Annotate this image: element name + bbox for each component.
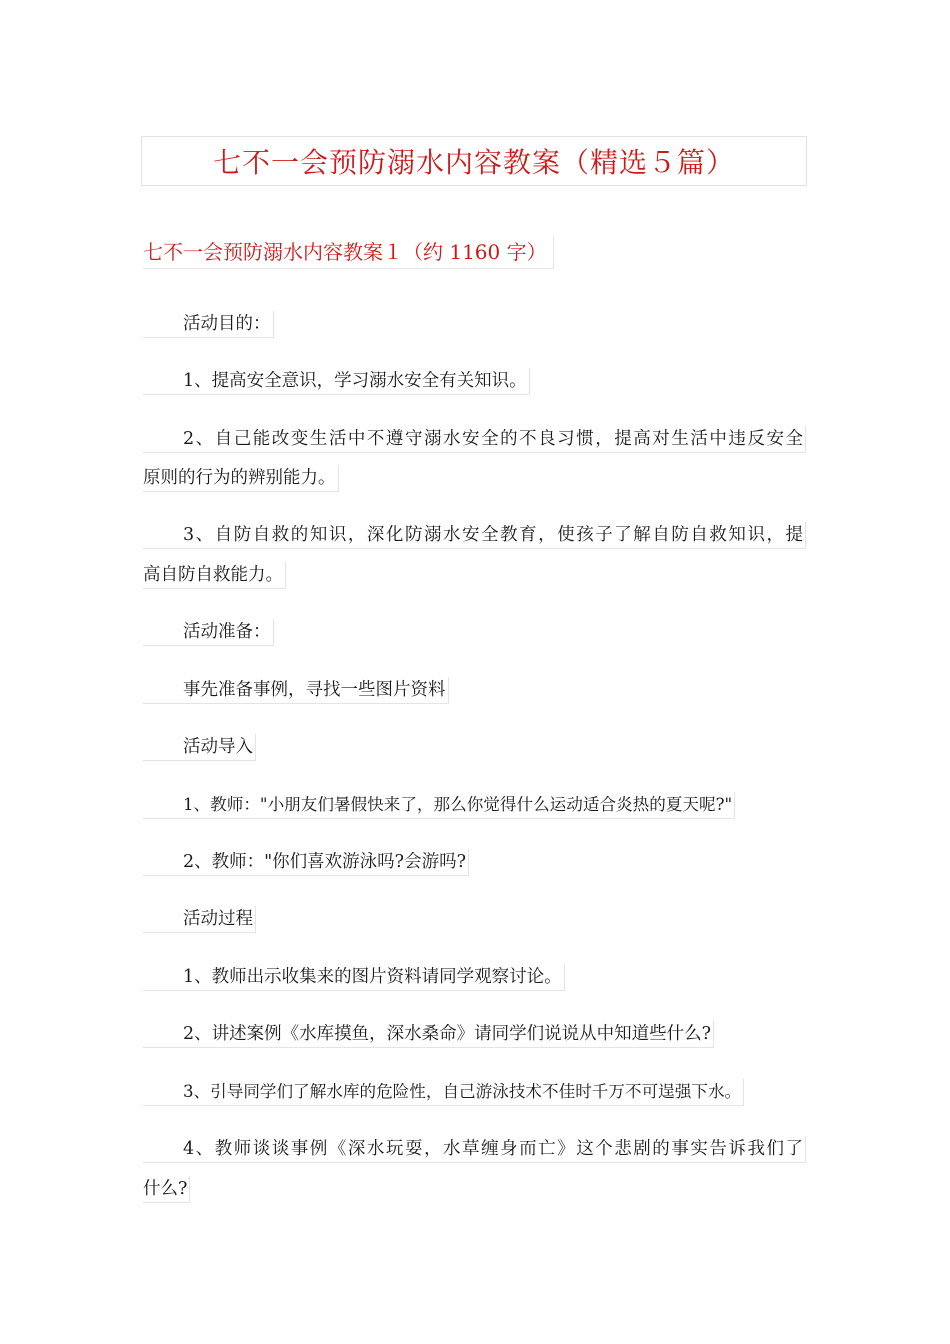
document-title: 七不一会预防溺水内容教案（精选５篇） bbox=[212, 146, 735, 179]
paragraph-line: 2、讲述案例《水库摸鱼，深水桑命》请同学们说说从中知道些什么? bbox=[143, 1021, 714, 1048]
paragraph-line: 高自防自救能力。 bbox=[143, 562, 286, 589]
section-heading: 七不一会预防溺水内容教案１（约 1160 字） bbox=[143, 236, 554, 269]
paragraph-line: 3、引导同学们了解水库的危险性，自己游泳技术不佳时千万不可逞强下水。 bbox=[143, 1079, 744, 1106]
paragraph-line: 活动导入 bbox=[143, 734, 256, 761]
title-box bbox=[141, 136, 807, 186]
paragraph-line: 3、自防自救的知识，深化防溺水安全教育，使孩子了解自防自救知识，提 bbox=[143, 522, 806, 549]
paragraph-line: 1、教师："小朋友们暑假快来了，那么你觉得什么运动适合炎热的夏天呢?" bbox=[143, 792, 735, 819]
paragraph-line: 2、教师："你们喜欢游泳吗?会游吗? bbox=[143, 849, 469, 876]
paragraph-line: 1、教师出示收集来的图片资料请同学观察讨论。 bbox=[143, 964, 565, 991]
paragraph-line: 1、提高安全意识，学习溺水安全有关知识。 bbox=[143, 368, 530, 395]
paragraph-line: 活动准备： bbox=[143, 619, 274, 646]
paragraph-line: 活动目的： bbox=[143, 311, 274, 338]
paragraph-line: 2、自己能改变生活中不遵守溺水安全的不良习惯，提高对生活中违反安全 bbox=[143, 426, 806, 453]
paragraph-line: 什么? bbox=[143, 1176, 190, 1203]
paragraph-line: 事先准备事例，寻找一些图片资料 bbox=[143, 677, 449, 704]
paragraph-line: 活动过程 bbox=[143, 906, 256, 933]
paragraph-line: 原则的行为的辨别能力。 bbox=[143, 465, 339, 492]
paragraph-line: 4、教师谈谈事例《深水玩耍，水草缠身而亡》这个悲剧的事实告诉我们了 bbox=[143, 1136, 806, 1163]
